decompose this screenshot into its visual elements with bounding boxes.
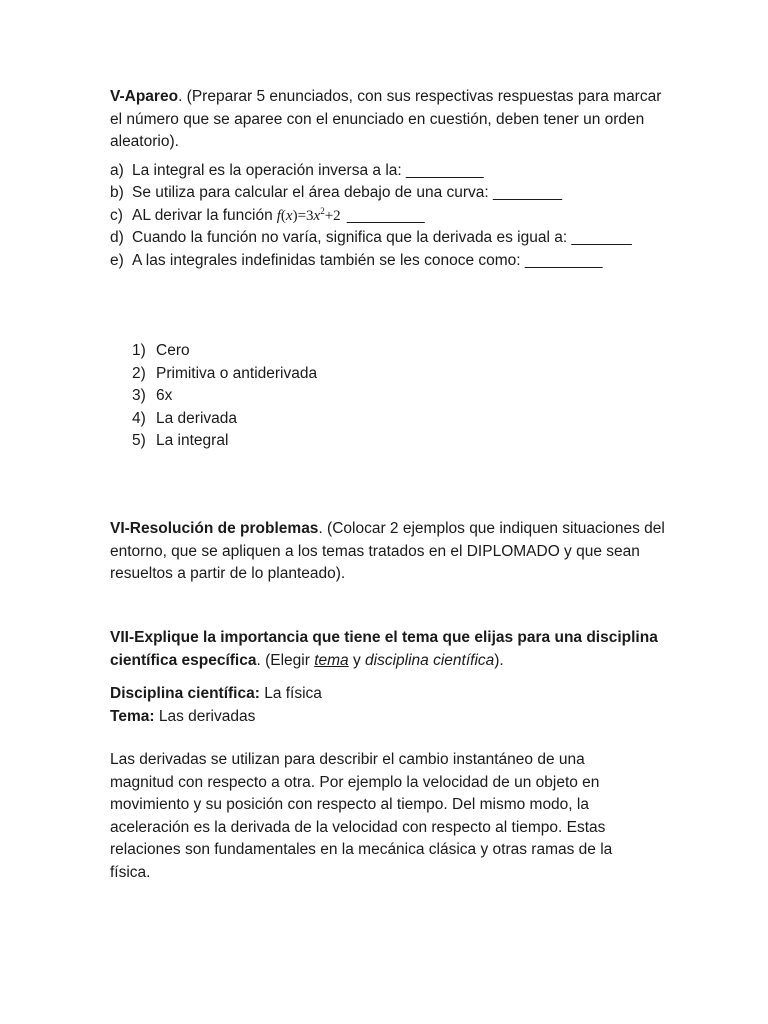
answer-item (132, 430, 317, 453)
section-vii-text-y: y (348, 651, 366, 669)
question-text-after: _________ (347, 206, 425, 224)
answer-text: Cero (156, 342, 190, 359)
answer-text: 6x (156, 387, 173, 404)
answer-label: 2) (132, 364, 146, 382)
answer-text: La derivada (156, 409, 238, 427)
choice-block (110, 683, 670, 728)
answer-item (132, 408, 317, 431)
question-text: Cuando la función no varía, significa que la derivada es igual a: _______ (132, 229, 632, 246)
section-v-intro-text: . (Preparar 5 enunciados, con sus respectivas respuestas para marcar el número que se aparee con el enunciado en cuestión, deben tener un orden aleatorio). (110, 88, 662, 150)
section-vi-title: VI-Resolución de problemas (110, 520, 319, 537)
answer-text: La integral (156, 432, 229, 449)
question-text: A las integrales indefinidas también se les conoce como: _________ (132, 251, 603, 269)
tema-value: Las derivadas (154, 707, 256, 725)
question-list (110, 160, 670, 273)
section-vii-title: VII-Explique la importancia que tiene el tema que elijas para una disciplina científica específica (110, 629, 658, 669)
question-item (110, 205, 670, 228)
document-page (110, 86, 670, 881)
question-label: c) (110, 206, 123, 224)
question-label: e) (110, 251, 124, 269)
question-item (110, 182, 670, 205)
answer-label: 4) (132, 409, 146, 427)
question-text (132, 205, 670, 228)
question-item (110, 250, 670, 273)
tema-line (110, 706, 670, 729)
section-vii-text-post: ). (494, 651, 504, 669)
question-text-before: AL derivar la función (132, 206, 273, 224)
answer-text: Primitiva o antiderivada (156, 364, 318, 382)
section-vii (110, 627, 670, 672)
question-text: Se utiliza para calcular el área debajo de una curva: ________ (132, 184, 562, 201)
disciplina-word: disciplina científica (365, 651, 495, 669)
question-text: La integral es la operación inversa a la: _________ (132, 161, 484, 179)
disciplina-line (110, 683, 670, 706)
answer-list (132, 340, 317, 453)
section-vii-text-pre: . (Elegir (256, 651, 315, 669)
question-item (110, 160, 670, 183)
section-vi (110, 518, 670, 586)
answer-item (132, 363, 317, 386)
disciplina-value: La física (259, 685, 322, 702)
body-paragraph: Las derivadas se utilizan para describir el cambio instantáneo de una magnitud con respecto a otra. Por ejemplo la velocidad de un objeto en movimiento y su posición con respecto al tiempo. Del mismo modo, la aceleración es la derivada de la velocidad con respecto al tiempo. Estas relaciones son fundamentales en la mecánica clásica y otras ramas de la física. (110, 751, 613, 881)
question-label: b) (110, 184, 124, 201)
answer-label: 1) (132, 342, 146, 359)
tema-word: tema (314, 651, 349, 669)
answer-label: 5) (132, 432, 146, 449)
section-v-title: V-Apareo (110, 88, 179, 105)
section-vi-text: . (Colocar 2 ejemplos que indiquen situaciones del entorno, que se apliquen a los temas tratados en el DIPLOMADO y que sean resueltos a partir de lo planteado). (110, 520, 665, 582)
question-item (110, 227, 670, 250)
disciplina-label: Disciplina científica: (110, 685, 260, 702)
formula: $f(x)=3x^2+2$ (276, 205, 341, 224)
answer-item (132, 340, 317, 363)
section-v-intro (110, 86, 670, 154)
question-label: d) (110, 229, 124, 246)
answer-item (132, 385, 317, 408)
tema-label: Tema: (110, 707, 155, 725)
answer-label: 3) (132, 387, 146, 404)
question-label: a) (110, 161, 124, 179)
